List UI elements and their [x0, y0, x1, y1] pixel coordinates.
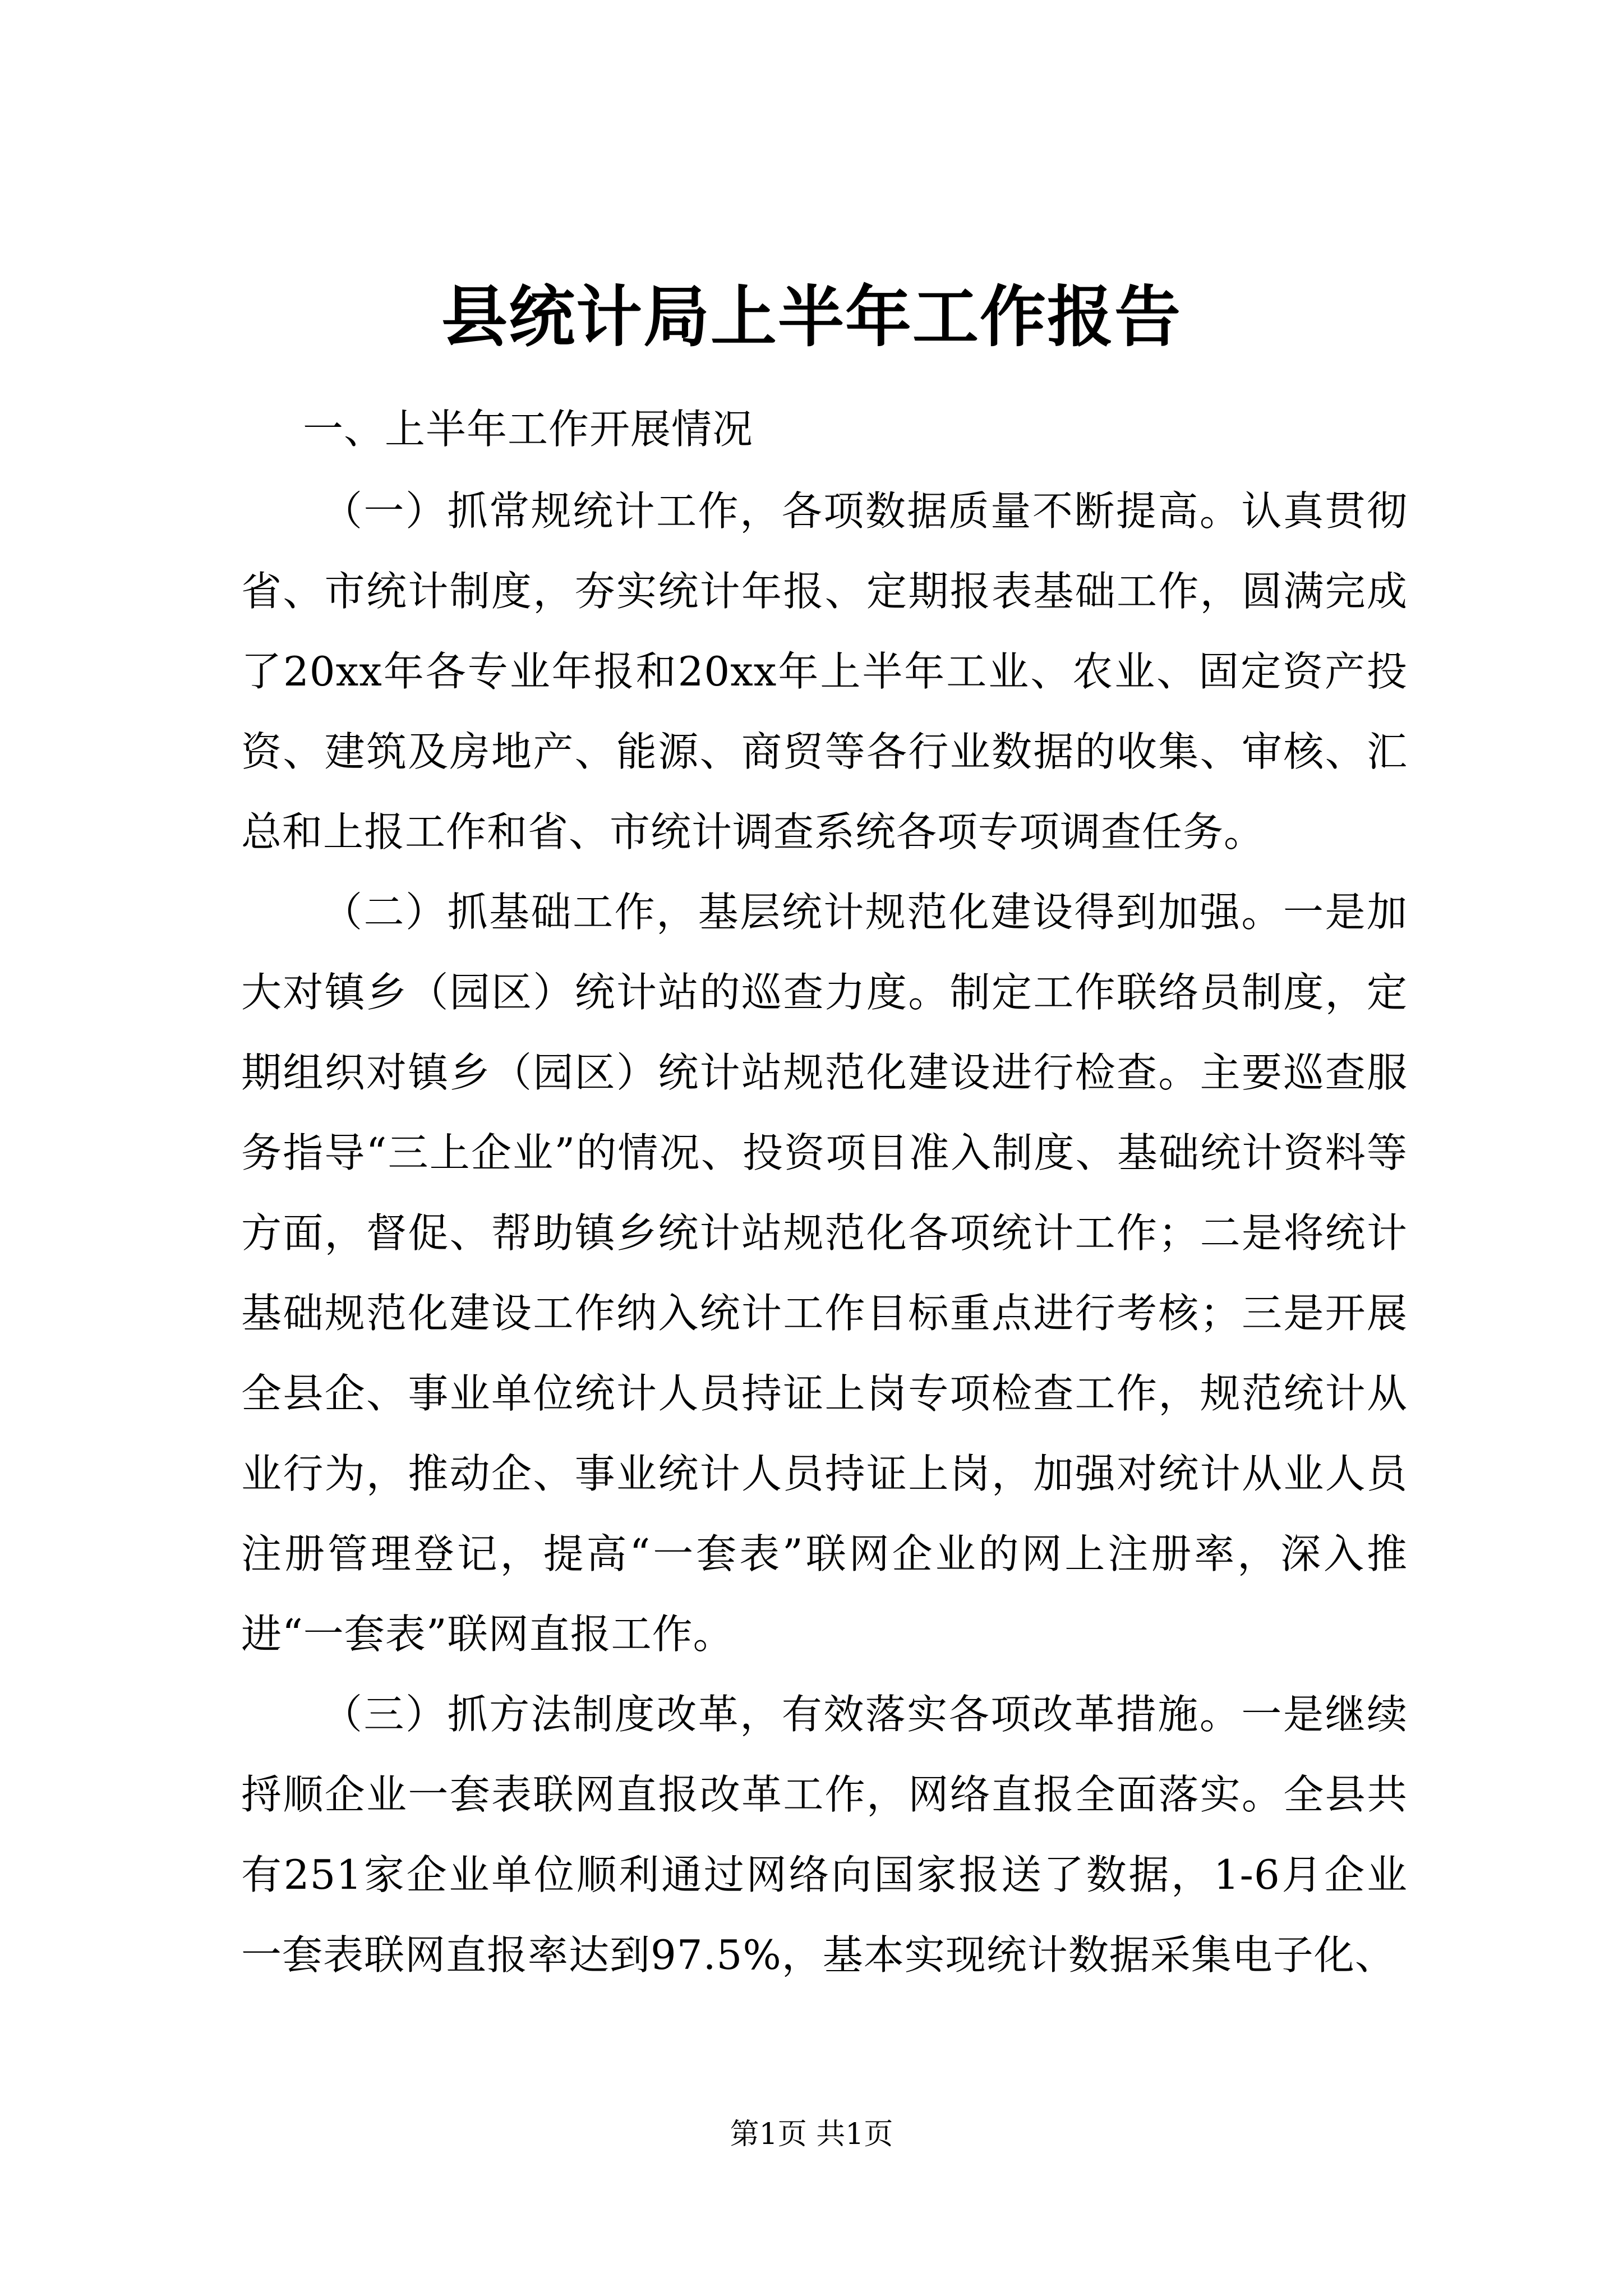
document-body — [241, 387, 1408, 1995]
paragraph-2: （二）抓基础工作，基层统计规范化建设得到加强。一是加大对镇乡（园区）统计站的巡查力度。制定工作联络员制度，定期组织对镇乡（园区）统计站规范化建设进行检查。主要巡查服务指导“三上企业”的情况、投资项目准入制度、基础统计资料等方面，督促、帮助镇乡统计站规范化各项统计工作；二是将统计基础规范化建设工作纳入统计工作目标重点进行考核；三是开展全县企、事业单位统计人员持证上岗专项检查工作，规范统计从业行为，推动企、事业统计人员持证上岗，加强对统计从业人员注册管理登记，提高“一套表”联网企业的网上注册率，深入推进“一套表”联网直报工作。 — [241, 889, 1408, 1658]
page-footer: 第1页 共1页 — [730, 2118, 893, 2151]
paragraph-1: （一）抓常规统计工作，各项数据质量不断提高。认真贯彻省、市统计制度，夯实统计年报、定期报表基础工作，圆满完成了20xx年各专业年报和20xx年上半年工业、农业、固定资产投资、建筑及房地产、能源、商贸等各行业数据的收集、审核、汇总和上报工作和省、市统计调查系统各项专项调查任务。 — [241, 487, 1408, 855]
section-heading: 一、上半年工作开展情况 — [303, 406, 754, 453]
document-title: 县统计局上半年工作报告 — [441, 278, 1182, 356]
paragraph-3: （三）抓方法制度改革，有效落实各项改革措施。一是继续捋顺企业一套表联网直报改革工作，网络直报全面落实。全县共有251家企业单位顺利通过网络向国家报送了数据，1-6月企业一套表联网直报率达到97.5%，基本实现统计数据采集电子化、 — [241, 1691, 1408, 1978]
